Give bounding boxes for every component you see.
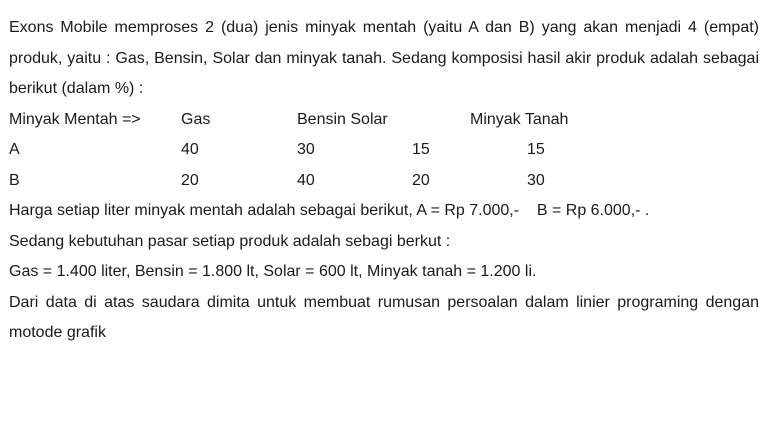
task-paragraph: Dari data di atas saudara dimita untuk membuat rumusan persoalan dalam linier programing dengan motode grafik (9, 293, 759, 341)
document-body (9, 13, 759, 349)
table-header-row (9, 105, 759, 136)
row-a-bensin: 30 (297, 141, 315, 158)
demand-intro-line (9, 227, 759, 258)
demand-line (9, 257, 759, 288)
table-row (9, 166, 759, 197)
row-b-solar: 20 (412, 171, 430, 189)
row-b-bensin: 40 (297, 171, 315, 189)
row-a-minyak-tanah: 15 (527, 141, 545, 158)
price-text: Harga setiap liter minyak mentah adalah sebagai berikut, A = Rp 7.000,- B = Rp 6.000,- . (9, 202, 650, 219)
header-gas: Gas (181, 110, 211, 128)
intro-paragraph: Exons Mobile memproses 2 (dua) jenis minyak mentah (yaitu A dan B) yang akan menjadi 4 (empat) produk, yaitu : Gas, Bensin, Solar dan minyak tanah. Sedang komposisi hasil akir produk adalah sebagai berikut (dalam %) : (9, 19, 759, 97)
table-row (9, 135, 759, 166)
demand-intro-text: Sedang kebutuhan pasar setiap produk adalah sebagi berkut : (9, 232, 451, 250)
demand-text: Gas = 1.400 liter, Bensin = 1.800 lt, Solar = 600 lt, Minyak tanah = 1.200 li. (9, 263, 537, 280)
row-a-gas: 40 (181, 141, 199, 158)
row-a-name: A (9, 141, 20, 158)
row-b-minyak-tanah: 30 (527, 171, 545, 189)
row-b-gas: 20 (181, 171, 199, 189)
row-a-solar: 15 (412, 141, 430, 158)
header-minyak-tanah: Minyak Tanah (470, 110, 569, 128)
header-minyak-mentah: Minyak Mentah => (9, 110, 141, 128)
price-line (9, 196, 759, 227)
header-bensin-solar: Bensin Solar (297, 110, 388, 128)
row-b-name: B (9, 171, 20, 189)
